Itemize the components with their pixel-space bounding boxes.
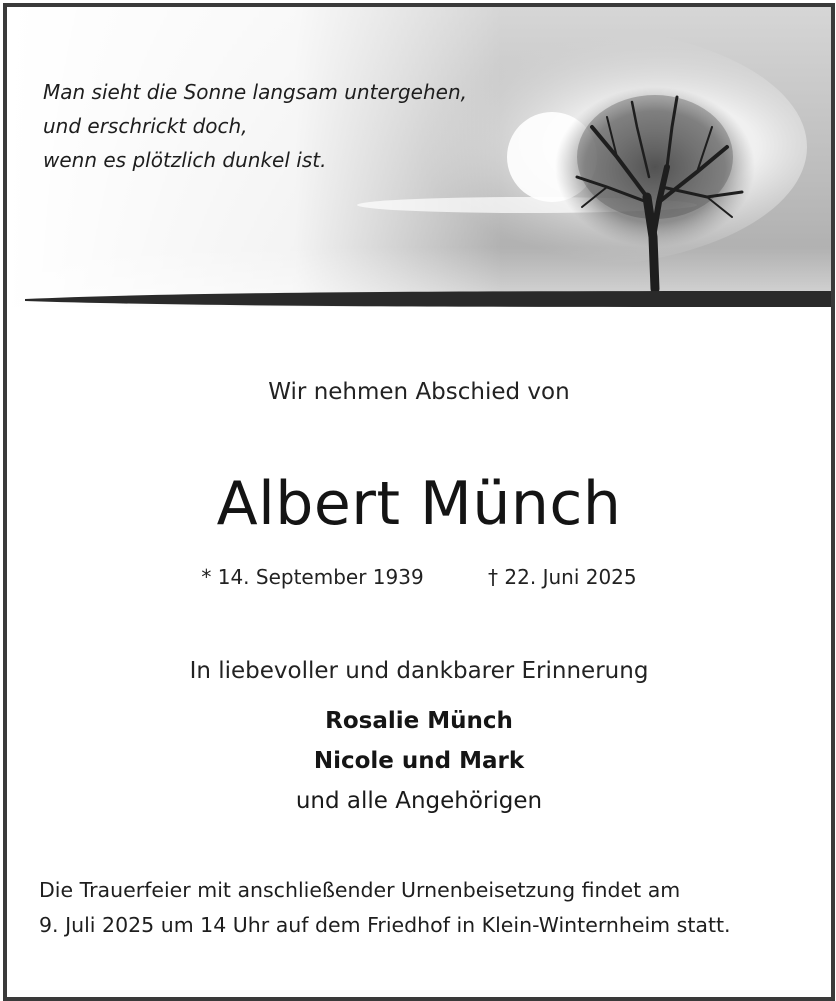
mourners-list (7, 701, 831, 821)
ceremony-line: 9. Juli 2025 um 14 Uhr auf dem Friedhof in Klein-Winternheim statt. (39, 913, 731, 937)
memory-text: In liebevoller und dankbarer Erinnerung (189, 658, 649, 684)
intro-text: Wir nehmen Abschied von (268, 379, 570, 405)
ceremony-line: Die Trauerfeier mit anschließender Urnenbeisetzung findet am (39, 878, 681, 902)
birth-date: * 14. September 1939 (201, 565, 424, 589)
life-dates (7, 565, 831, 589)
death-date: † 22. Juni 2025 (488, 565, 637, 589)
mourner-name: Rosalie Münch (325, 708, 513, 734)
quote-line: wenn es plötzlich dunkel ist. (43, 148, 327, 172)
quote-line: Man sieht die Sonne langsam untergehen, (43, 80, 467, 104)
deceased-name: Albert Münch (216, 469, 622, 539)
ceremony-info (39, 873, 731, 943)
quote-line: und erschrickt doch, (43, 114, 248, 138)
obituary-frame (3, 3, 835, 1001)
mourner-name: Nicole und Mark (313, 748, 525, 774)
relatives-text: und alle Angehörigen (295, 788, 543, 814)
quote-block (43, 75, 467, 177)
